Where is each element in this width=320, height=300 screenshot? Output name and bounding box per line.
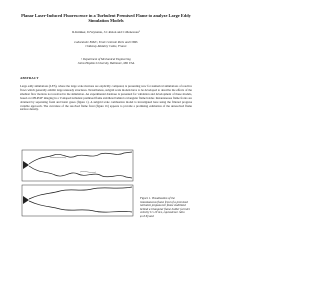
figure-panel-a — [22, 150, 133, 181]
figure-1 — [20, 148, 135, 218]
author-list: R.Knikker, D.Veynante, J.C.Rolon and C.Meneveau¹ — [72, 30, 140, 34]
abstract-text: Large eddy simulations (LES), where the large scale motions are explicitly computed, is presenting now for numerical simulations of reactive flows which generally exhibit large unsteady structures. Nevertheless, subgrid scale models have to be developed to describe the effects of the smallest flow motions not resolved in the simulation. An experimental database is presented for validation and development of these models, based on OH-PLIF imaging in a V-shaped turbulent premixed flame stabilized behind a triangular flame holder. Instantaneous flame fronts are obtained by separating fresh and burnt gases (figure 1). A subgrid scale combustion model is investigated here using the filtered progress variable approach. The curvature of the resolved flame front (figure 1b) appears to provide a promising estimation of the unresolved flame surface density. — [20, 84, 192, 112]
affiliation-2: ¹ Department of Mechanical Engineering Johns Hopkins University, Baltimore, MD USA — [77, 57, 135, 65]
flame-front-visualization — [20, 148, 135, 218]
figure-panel-b — [22, 185, 133, 216]
paper-title: Planar Laser-Induced Fluorescence in a Turbulent Premixed Flame to analyze Large Eddy Simulation Models — [21, 13, 191, 24]
affiliation-1: Laboratoire EM2C, Ecole Centrale Paris and CNRS Châtenay-Malabry Cedex, France — [74, 40, 138, 48]
figure-caption: Figure 1. Visualization of the instantaneous flame front of a premixed turbulent propane/air flame stabilized behind a triangular flame holder (at inlet velocity U=10 m/s, equivalence ratio φ=0.8) and — [140, 196, 190, 218]
abstract-heading: ABSTRACT — [20, 76, 39, 80]
